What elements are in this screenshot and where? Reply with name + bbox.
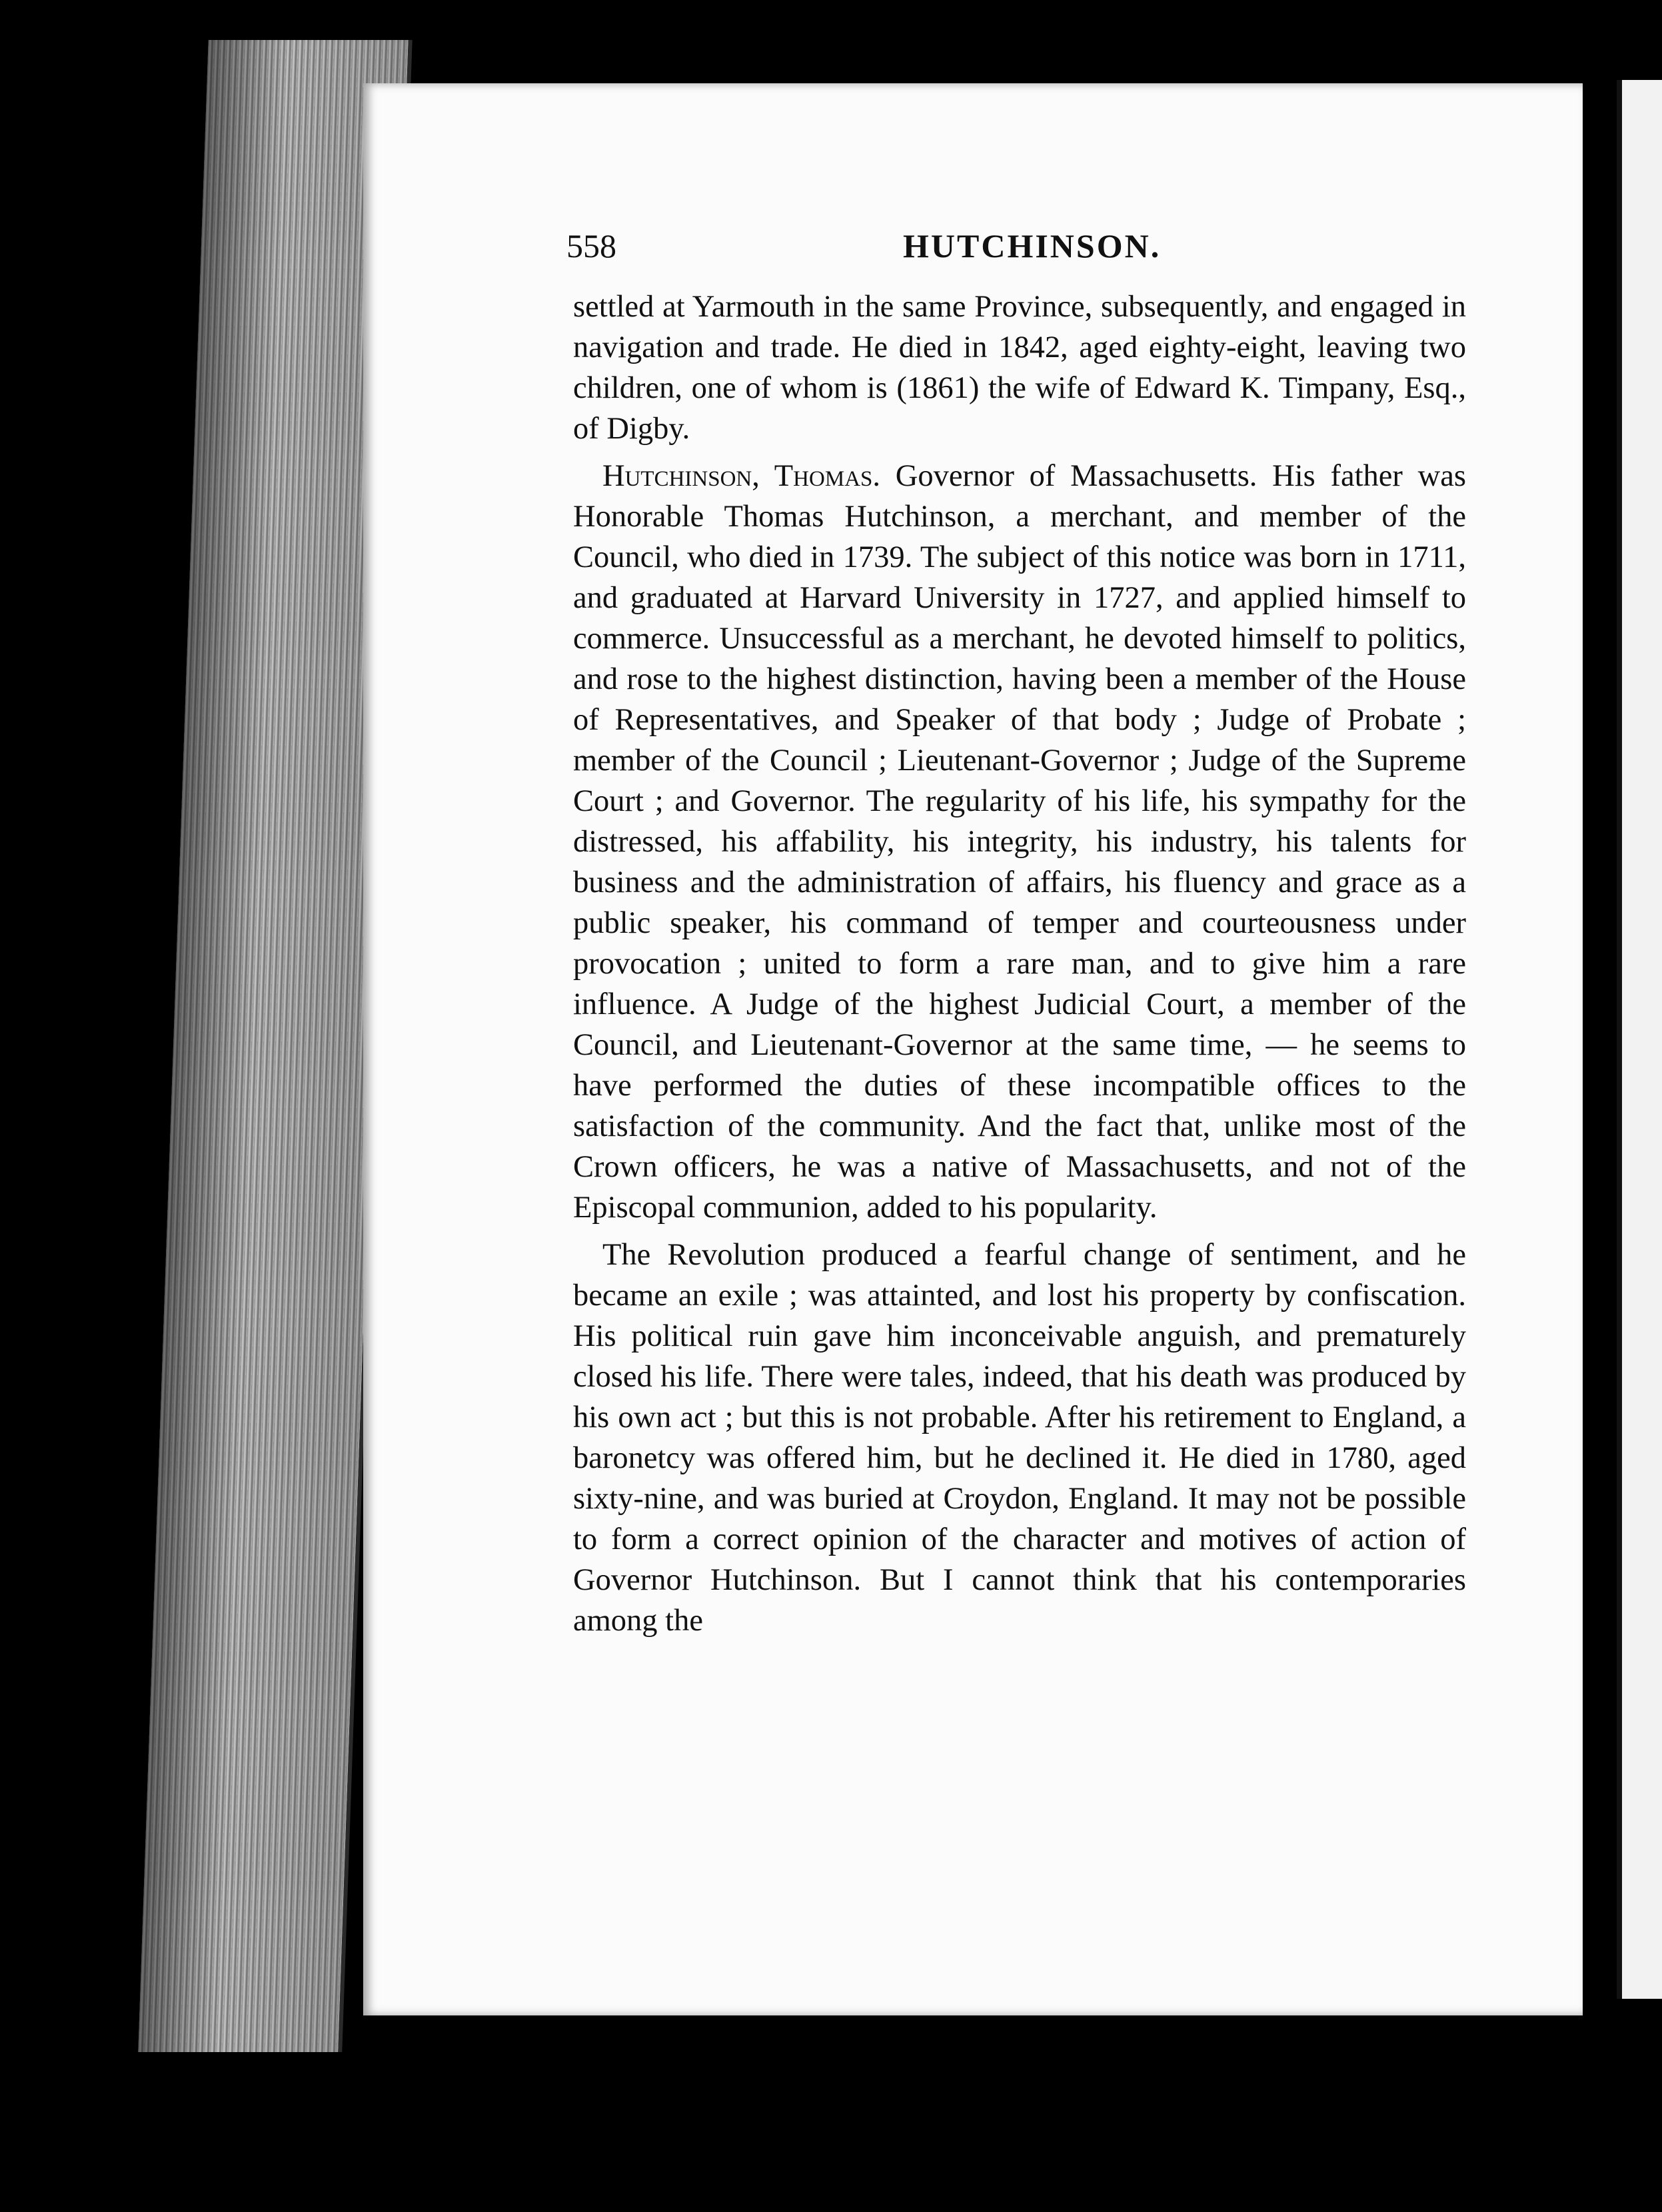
- paragraph-hutchinson-entry: [573, 456, 1466, 1228]
- paragraph-revolution: The Revolution produced a fearful change of sentiment, and he became an exile ; was attainted, and lost his property by confiscation. His political ruin gave him inconceivable anguish, and prematurely closed his life. There were tales, indeed, that his death was produced by his own act ; but this is not probable. After his retirement to England, a baronetcy was offered him, but he declined it. He died in 1780, aged sixty-nine, and was buried at Croydon, England. It may not be possible to form a correct opinion of the character and motives of action of Governor Hutchinson. But I cannot think that his contemporaries among the: [573, 1238, 1466, 1638]
- body-text: [573, 286, 1466, 1648]
- entry-text: Governor of Massachusetts. His father was Honorable Thomas Hutchinson, a merchant, and member of the Council, who died in 1739. The subject of this notice was born in 1711, and graduated at Harvard University in 1727, and applied himself to commerce. Unsuccessful as a merchant, he devoted himself to politics, and rose to the highest distinction, having been a member of the House of Representatives, and Speaker of that body ; Judge of Probate ; member of the Council ; Lieutenant-Governor ; Judge of the Supreme Court ; and Governor. The regularity of his life, his sympathy for the distressed, his affability, his integrity, his industry, his talents for business and the administration of affairs, his fluency and grace as a public speaker, his command of temper and courteousness under provocation ; united to form a rare man, and to give him a rare influence. A Judge of the highest Judicial Court, a member of the Council, and Lieutenant-Governor at the same time, — he seems to have performed the duties of these incompatible offices to the satisfaction of the community. And the fact that, unlike most of the Crown officers, he was a native of Massachusetts, and not of the Episcopal communion, added to his popularity.: [573, 459, 1466, 1225]
- paragraph-continuation: settled at Yarmouth in the same Province, subsequently, and engaged in navigation and trade. He died in 1842, aged eighty-eight, leaving two children, one of whom is (1861) the wife of Edward K. Timpany, Esq., of Digby.: [573, 290, 1466, 446]
- facing-page-edge: [1617, 80, 1662, 1999]
- running-head: [566, 227, 1459, 273]
- running-title: HUTCHINSON.: [903, 227, 1162, 265]
- entry-name: Hutchinson, Thomas.: [602, 459, 880, 493]
- page-number: 558: [566, 227, 616, 265]
